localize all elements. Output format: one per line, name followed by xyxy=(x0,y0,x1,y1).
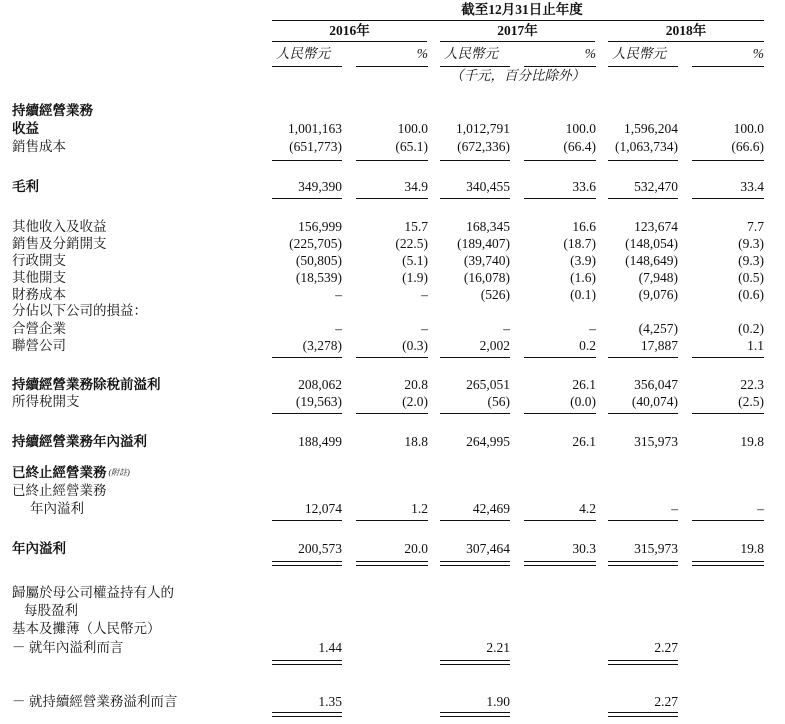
year-rule xyxy=(440,41,595,42)
value-cell-rmb-2017: (16,078) xyxy=(463,270,510,285)
value-cell-pct-2016: 15.7 xyxy=(404,219,428,234)
single-rule xyxy=(524,520,596,521)
value-cell-pct-2016: – xyxy=(421,287,428,302)
year-2018: 2018年 xyxy=(665,23,707,38)
value-cell-rmb-2017: 265,051 xyxy=(466,377,510,392)
value-cell-pct-2017: (1.6) xyxy=(570,270,596,285)
single-rule xyxy=(356,160,428,161)
row-label: 所得稅開支 xyxy=(12,394,80,409)
row-label: 銷售及分銷開支 xyxy=(12,236,107,251)
pct-label: % xyxy=(416,46,428,61)
value-cell-pct-2018: (9.3) xyxy=(738,236,764,251)
eps-heading-3: 基本及攤薄（人民幣元） xyxy=(12,621,161,636)
value-cell-rmb-2016: 208,062 xyxy=(298,377,342,392)
double-rule xyxy=(272,660,342,665)
value-cell-rmb-2018: (148,649) xyxy=(625,253,678,268)
value-cell-pct-2018: 19.8 xyxy=(740,434,764,449)
value-cell-rmb-2017: 168,345 xyxy=(466,219,510,234)
value-cell-rmb-2017: (526) xyxy=(480,287,510,302)
value-cell-eps-2017: 1.90 xyxy=(486,694,510,709)
footnote-ref: (附註) xyxy=(108,468,130,477)
value-cell-pct-2016: (22.5) xyxy=(395,236,428,251)
value-cell-rmb-2018: 123,674 xyxy=(634,219,678,234)
single-rule xyxy=(692,520,764,521)
eps-row-label: － 就持續經營業務溢利而言 xyxy=(12,694,178,709)
value-cell-pct-2017: 4.2 xyxy=(579,501,596,516)
single-rule xyxy=(356,413,428,414)
value-cell-pct-2018: 33.4 xyxy=(740,179,764,194)
value-cell-eps-2017: 2.21 xyxy=(486,640,510,655)
row-label: 收益 xyxy=(12,121,39,136)
value-cell-pct-2017: (18.7) xyxy=(563,236,596,251)
value-cell-pct-2017: 16.6 xyxy=(572,219,596,234)
row-label: 毛利 xyxy=(12,179,39,194)
single-rule xyxy=(524,413,596,414)
value-cell-rmb-2016: (3,278) xyxy=(302,338,342,353)
single-rule xyxy=(692,413,764,414)
single-rule xyxy=(440,520,510,521)
sub-rule xyxy=(356,66,428,67)
value-cell-rmb-2018: – xyxy=(671,501,678,516)
value-cell-pct-2016: (5.1) xyxy=(402,253,428,268)
double-rule xyxy=(440,561,510,566)
sub-rule xyxy=(524,66,596,67)
single-rule xyxy=(524,198,596,199)
value-cell-pct-2017: 100.0 xyxy=(565,121,596,136)
value-cell-rmb-2018: (4,257) xyxy=(638,321,678,336)
value-cell-rmb-2016: 200,573 xyxy=(298,541,342,556)
value-cell-rmb-2017: 340,455 xyxy=(466,179,510,194)
value-cell-rmb-2016: 188,499 xyxy=(298,434,342,449)
value-cell-rmb-2017: 2,002 xyxy=(479,338,510,353)
value-cell-pct-2017: – xyxy=(589,321,596,336)
value-cell-rmb-2016: 156,999 xyxy=(298,219,342,234)
double-rule xyxy=(272,712,342,717)
value-cell-rmb-2018: (148,054) xyxy=(625,236,678,251)
single-rule xyxy=(272,520,342,521)
value-cell-pct-2017: (0.0) xyxy=(570,394,596,409)
eps-heading-1: 歸屬於母公司權益持有人的 xyxy=(12,585,174,600)
double-rule xyxy=(440,712,510,717)
value-cell-rmb-2017: (672,336) xyxy=(457,139,510,154)
value-cell-rmb-2017: (189,407) xyxy=(457,236,510,251)
value-cell-rmb-2018: 532,470 xyxy=(634,179,678,194)
single-rule xyxy=(608,357,678,358)
single-rule xyxy=(440,413,510,414)
value-cell-pct-2018: (2.5) xyxy=(738,394,764,409)
value-cell-pct-2017: 30.3 xyxy=(572,541,596,556)
value-cell-pct-2016: 18.8 xyxy=(404,434,428,449)
value-cell-pct-2017: (66.4) xyxy=(563,139,596,154)
pct-label: % xyxy=(584,46,596,61)
single-rule xyxy=(272,357,342,358)
value-cell-pct-2018: – xyxy=(757,501,764,516)
single-rule xyxy=(356,357,428,358)
single-rule xyxy=(692,160,764,161)
value-cell-rmb-2018: 315,973 xyxy=(634,541,678,556)
value-cell-rmb-2016: (19,563) xyxy=(295,394,342,409)
rmb-label: 人民幣元 xyxy=(276,46,330,61)
value-cell-rmb-2018: 356,047 xyxy=(634,377,678,392)
value-cell-rmb-2017: (39,740) xyxy=(463,253,510,268)
value-cell-pct-2018: (0.6) xyxy=(738,287,764,302)
rmb-label: 人民幣元 xyxy=(444,46,498,61)
value-cell-eps-2018: 2.27 xyxy=(654,640,678,655)
value-cell-rmb-2016: (50,805) xyxy=(295,253,342,268)
single-rule xyxy=(440,198,510,199)
value-cell-eps-2016: 1.35 xyxy=(318,694,342,709)
value-cell-rmb-2018: 17,887 xyxy=(640,338,678,353)
value-cell-pct-2018: 7.7 xyxy=(747,219,764,234)
single-rule xyxy=(272,198,342,199)
double-rule xyxy=(608,712,678,717)
header-rule xyxy=(272,20,764,21)
value-cell-pct-2017: 33.6 xyxy=(572,179,596,194)
value-cell-pct-2018: 22.3 xyxy=(740,377,764,392)
value-cell-pct-2018: 19.8 xyxy=(740,541,764,556)
sub-rule xyxy=(440,66,510,67)
row-label: 合營企業 xyxy=(12,321,66,336)
value-cell-pct-2016: – xyxy=(421,321,428,336)
value-cell-rmb-2016: – xyxy=(335,321,342,336)
value-cell-pct-2017: 26.1 xyxy=(572,434,596,449)
value-cell-rmb-2016: (225,705) xyxy=(289,236,342,251)
row-label: 持續經營業務除稅前溢利 xyxy=(12,377,161,392)
section-continuing-ops: 持續經營業務 xyxy=(12,103,93,118)
value-cell-pct-2016: 20.8 xyxy=(404,377,428,392)
year-2017: 2017年 xyxy=(497,23,538,38)
single-rule xyxy=(524,357,596,358)
single-rule xyxy=(608,413,678,414)
value-cell-pct-2017: (3.9) xyxy=(570,253,596,268)
value-cell-rmb-2017: 307,464 xyxy=(466,541,510,556)
period-title: 截至12月31日止年度 xyxy=(461,2,583,17)
single-rule xyxy=(440,357,510,358)
row-label: 已終止經營業務 xyxy=(12,483,107,498)
value-cell-rmb-2016: 12,074 xyxy=(304,501,342,516)
year-rule xyxy=(608,41,764,42)
value-cell-pct-2018: (0.5) xyxy=(738,270,764,285)
value-cell-rmb-2018: 1,596,204 xyxy=(624,121,678,136)
year-rule xyxy=(272,41,427,42)
single-rule xyxy=(356,198,428,199)
value-cell-rmb-2018: 315,973 xyxy=(634,434,678,449)
value-cell-rmb-2017: (56) xyxy=(487,394,510,409)
row-label-sub: 年內溢利 xyxy=(30,501,84,516)
value-cell-pct-2016: (1.9) xyxy=(402,270,428,285)
single-rule xyxy=(524,160,596,161)
value-cell-eps-2018: 2.27 xyxy=(654,694,678,709)
unit-note: （千元，百分比除外） xyxy=(450,68,585,83)
value-cell-pct-2018: 1.1 xyxy=(747,338,764,353)
value-cell-rmb-2016: (18,539) xyxy=(295,270,342,285)
single-rule xyxy=(692,357,764,358)
double-rule xyxy=(272,561,342,566)
value-cell-pct-2017: 26.1 xyxy=(572,377,596,392)
single-rule xyxy=(608,520,678,521)
value-cell-pct-2018: (0.2) xyxy=(738,321,764,336)
value-cell-rmb-2016: (651,773) xyxy=(289,139,342,154)
sub-rule xyxy=(272,66,342,67)
value-cell-rmb-2017: – xyxy=(503,321,510,336)
value-cell-pct-2017: (0.1) xyxy=(570,287,596,302)
single-rule xyxy=(608,198,678,199)
value-cell-pct-2016: 1.2 xyxy=(411,501,428,516)
value-cell-rmb-2016: 1,001,163 xyxy=(288,121,342,136)
double-rule xyxy=(608,561,678,566)
single-rule xyxy=(608,160,678,161)
value-cell-rmb-2016: – xyxy=(335,287,342,302)
single-rule xyxy=(356,520,428,521)
row-label: 聯營公司 xyxy=(12,338,66,353)
value-cell-eps-2016: 1.44 xyxy=(318,640,342,655)
row-label: 財務成本 xyxy=(12,287,66,302)
value-cell-pct-2017: 0.2 xyxy=(579,338,596,353)
row-label: 銷售成本 xyxy=(12,139,66,154)
sub-rule xyxy=(692,66,764,67)
single-rule xyxy=(692,198,764,199)
value-cell-pct-2016: 100.0 xyxy=(397,121,428,136)
value-cell-rmb-2017: 42,469 xyxy=(472,501,510,516)
double-rule xyxy=(692,561,764,566)
row-label: 其他開支 xyxy=(12,270,66,285)
value-cell-rmb-2016: 349,390 xyxy=(298,179,342,194)
value-cell-rmb-2017: 264,995 xyxy=(466,434,510,449)
value-cell-rmb-2017: 1,012,791 xyxy=(456,121,510,136)
value-cell-pct-2016: (0.3) xyxy=(402,338,428,353)
value-cell-rmb-2018: (7,948) xyxy=(638,270,678,285)
rmb-label: 人民幣元 xyxy=(612,46,666,61)
double-rule xyxy=(356,561,428,566)
pct-label: % xyxy=(752,46,764,61)
value-cell-pct-2018: (9.3) xyxy=(738,253,764,268)
sub-rule xyxy=(608,66,678,67)
year-2016: 2016年 xyxy=(329,23,370,38)
value-cell-pct-2016: 20.0 xyxy=(404,541,428,556)
row-label: 其他收入及收益 xyxy=(12,219,107,234)
value-cell-pct-2018: 100.0 xyxy=(733,121,764,136)
value-cell-pct-2016: 34.9 xyxy=(404,179,428,194)
eps-row-label: － 就年內溢利而言 xyxy=(12,640,124,655)
value-cell-pct-2016: (65.1) xyxy=(395,139,428,154)
single-rule xyxy=(272,160,342,161)
single-rule xyxy=(272,413,342,414)
row-label: 持續經營業務年內溢利 xyxy=(12,434,147,449)
row-label: 年內溢利 xyxy=(12,541,66,556)
row-label: 行政開支 xyxy=(12,253,66,268)
value-cell-pct-2016: (2.0) xyxy=(402,394,428,409)
value-cell-rmb-2018: (40,074) xyxy=(631,394,678,409)
section-share-of-results: 分佔以下公司的損益： xyxy=(12,303,147,318)
eps-heading-2: 每股盈利 xyxy=(24,603,78,618)
value-cell-rmb-2018: (1,063,734) xyxy=(615,139,678,154)
double-rule xyxy=(608,660,678,665)
value-cell-rmb-2018: (9,076) xyxy=(638,287,678,302)
single-rule xyxy=(440,160,510,161)
double-rule xyxy=(440,660,510,665)
double-rule xyxy=(524,561,596,566)
value-cell-pct-2018: (66.6) xyxy=(731,139,764,154)
section-discontinued-ops: 已終止經營業務 $^{(附註)}$ xyxy=(12,465,130,480)
